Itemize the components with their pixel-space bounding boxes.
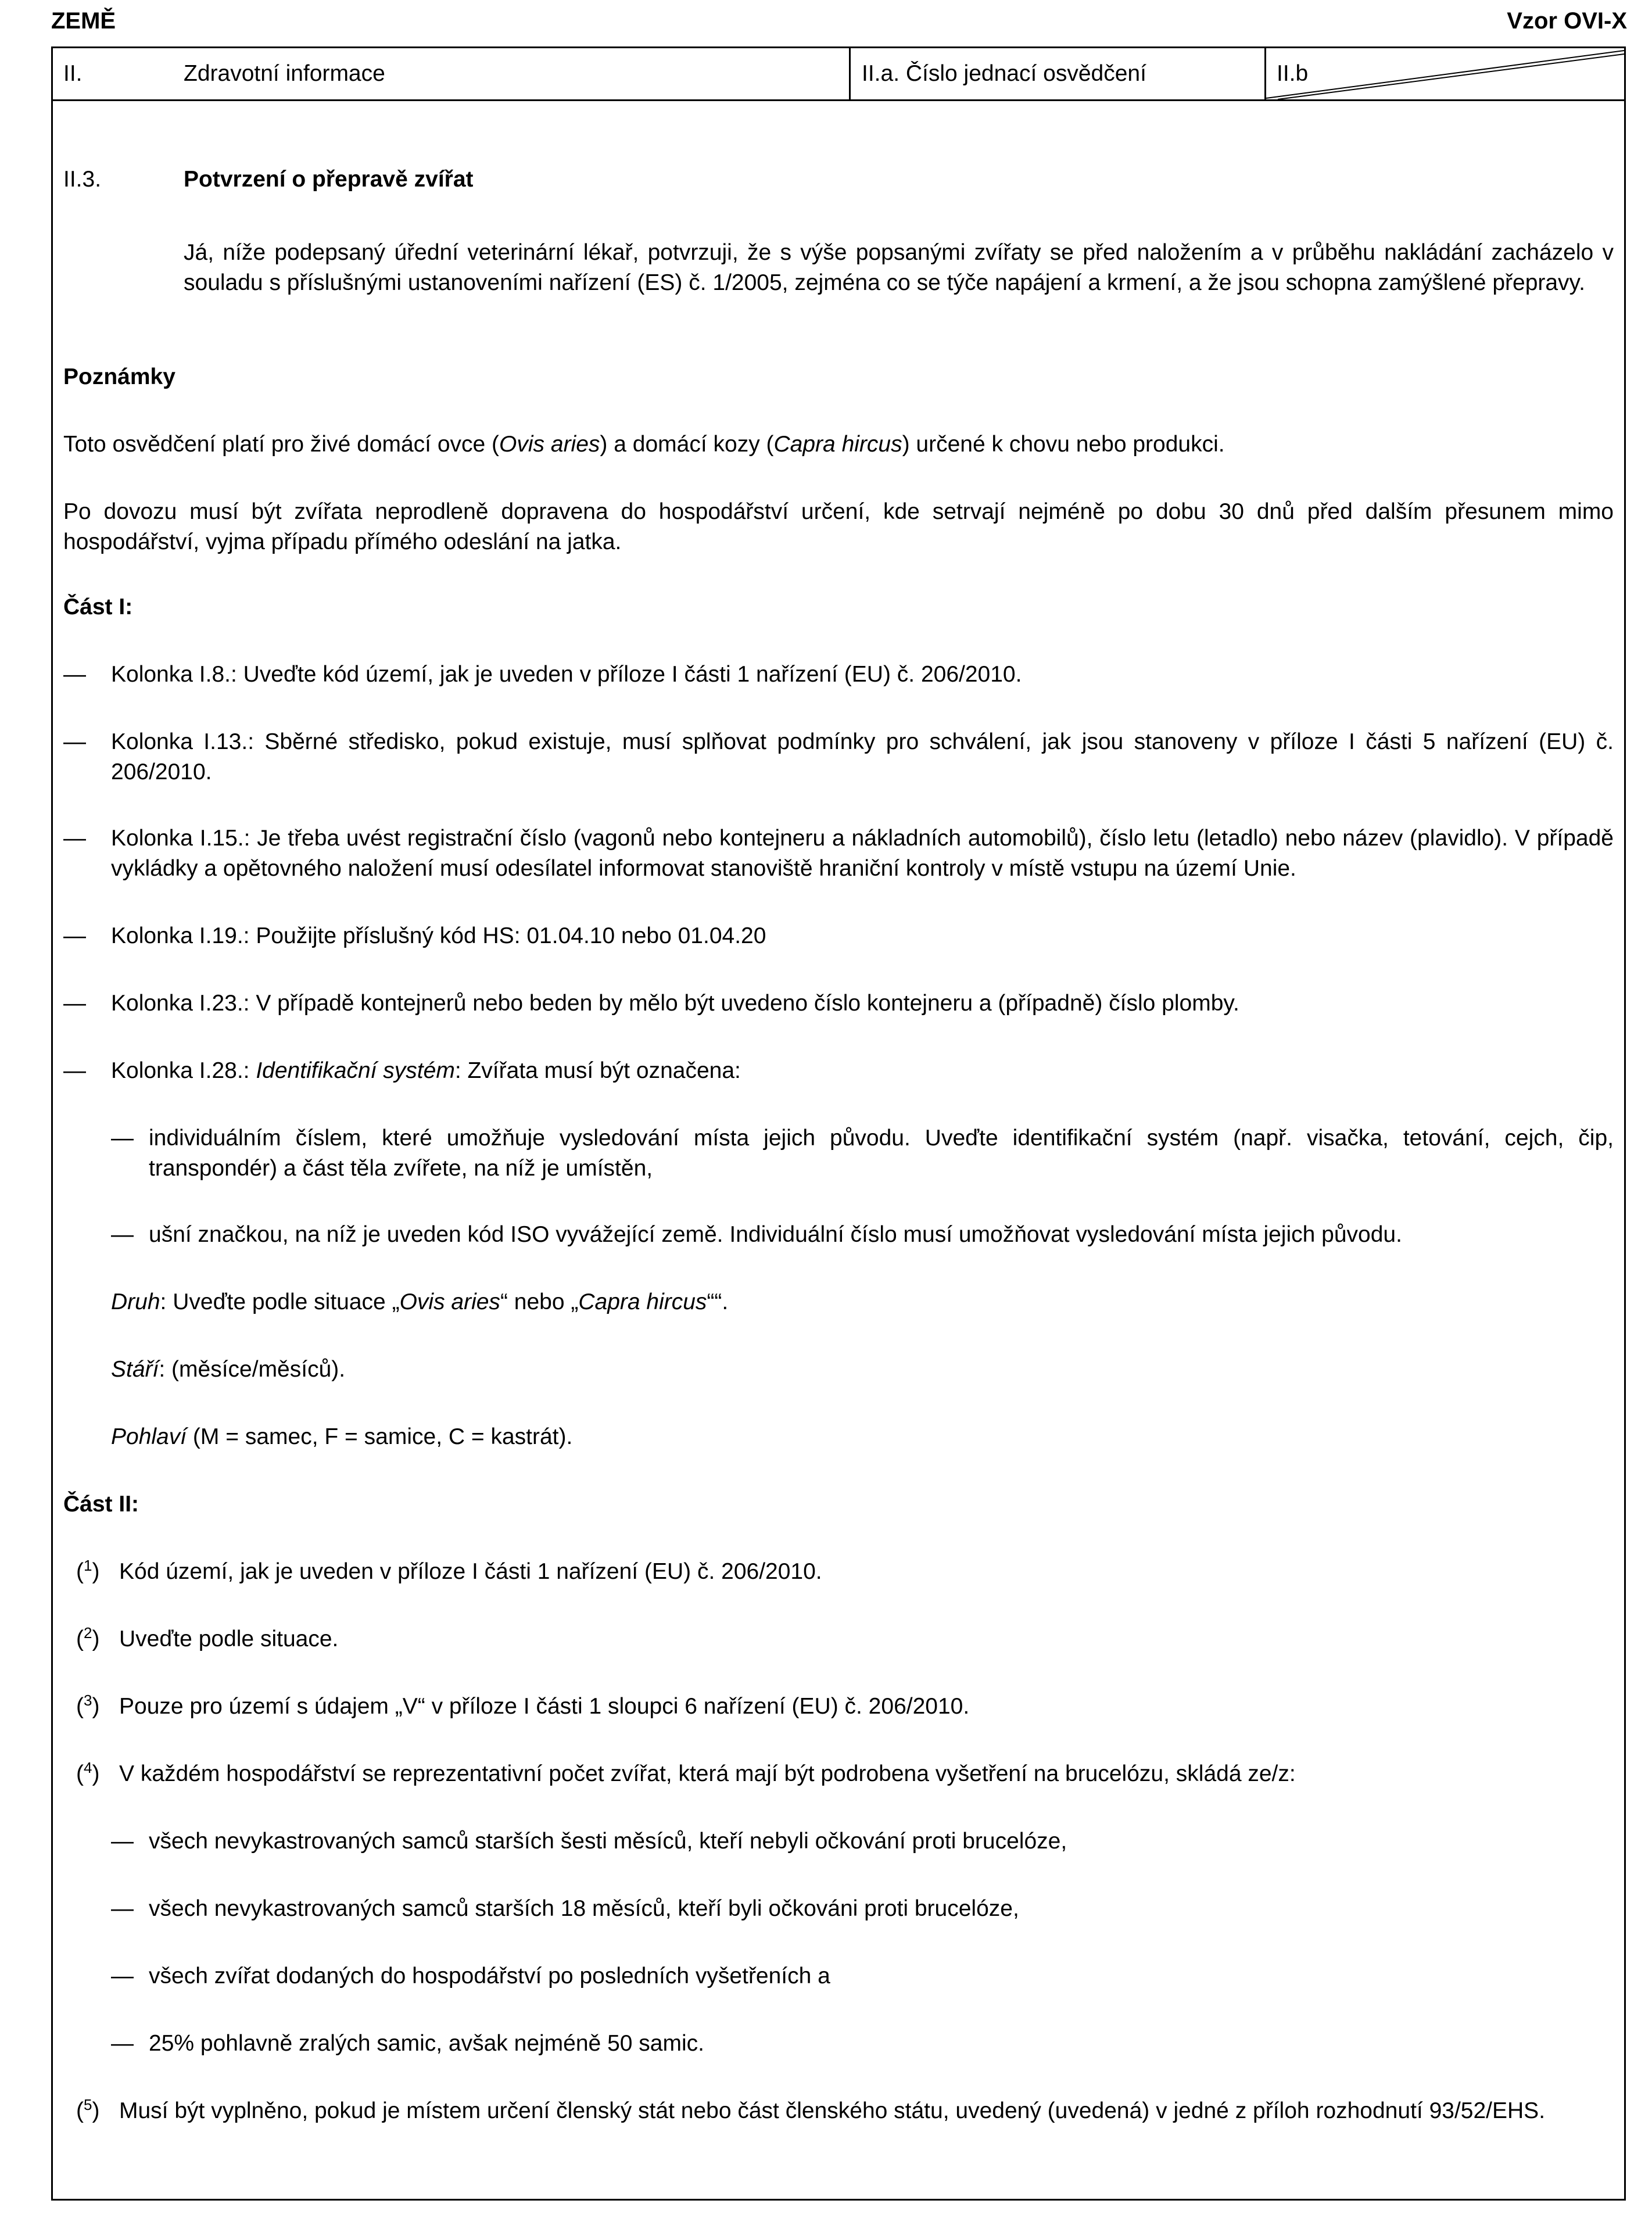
- druh-line: Druh: Uveďte podle situace „Ovis aries“ nebo „Capra hircus““.: [111, 1289, 729, 1314]
- notes-heading: Poznámky: [63, 364, 175, 389]
- reference-number-label: II.a. Číslo jednací osvědčení: [862, 61, 1146, 86]
- note4-item: — všech zvířat dodaných do hospodářství po posledních vyšetřeních a: [111, 1963, 830, 1988]
- part2-note: ($^2$) Uveďte podle situace.: [76, 1624, 339, 1651]
- stari-line: Stáří: (měsíce/měsíců).: [111, 1357, 346, 1382]
- part2-note: ($^3$) Pouze pro území s údajem „V“ v příloze I části 1 sloupci 6 nařízení (EU) č. 206/2010.: [76, 1692, 970, 1719]
- part2-heading: Část II:: [63, 1492, 139, 1517]
- part1-sub-item: — ušní značkou, na níž je uveden kód ISO vyvážející země. Individuální číslo musí umožňovat vysledování místa jejich původu.: [111, 1222, 1402, 1247]
- notes-paragraph-2: Po dovozu musí být zvířata neprodleně dopravena do hospodářství určení, kde setrvají nejméně po dobu 30 dnů před dalším přesunem mimo hospodářství, vyjma případu přímého odeslání na jatka.: [63, 499, 1614, 554]
- page-header: [51, 8, 1627, 41]
- section-title: Zdravotní informace: [184, 61, 385, 86]
- section-number: II.: [63, 61, 83, 86]
- header-divider: [849, 48, 851, 99]
- note4-item: — všech nevykastrovaných samců starších šesti měsíců, kteří nebyli očkování proti brucelóze,: [111, 1829, 1067, 1854]
- part1-item: — Kolonka I.28.: Identifikační systém: Zvířata musí být označena:: [63, 1058, 741, 1083]
- part2-note: ($^1$) Kód území, jak je uveden v příloze I části 1 nařízení (EU) č. 206/2010.: [76, 1557, 822, 1584]
- certificate-frame: [51, 46, 1626, 2201]
- notes-paragraph-1: Toto osvědčení platí pro živé domácí ovce (Ovis aries) a domácí kozy (Capra hircus) určené k chovu nebo produkci.: [63, 432, 1225, 457]
- table-header-row: [53, 48, 1624, 101]
- part1-item: — Kolonka I.19.: Použijte příslušný kód HS: 01.04.10 nebo 01.04.20: [63, 923, 766, 948]
- model-label: Vzor OVI-X: [1507, 8, 1627, 34]
- note4-item: — všech nevykastrovaných samců starších 18 měsíců, kteří byli očkováni proti brucelóze,: [111, 1896, 1019, 1921]
- part1-item: — Kolonka I.8.: Uveďte kód území, jak je uveden v příloze I části 1 nařízení (EU) č. 206/2010.: [63, 662, 1022, 687]
- part1-item: — Kolonka I.23.: V případě kontejnerů nebo beden by mělo být uvedeno číslo kontejneru a (případně) číslo plomby.: [63, 991, 1239, 1016]
- section-ii3-text: Já, níže podepsaný úřední veterinární lékař, potvrzuji, že s výše popsanými zvířaty se před naložením a v průběhu nakládání zacházelo v souladu s příslušnými ustanoveními nařízení (ES) č. 1/2005, zejména co se týče napájení a krmení, a že jsou schopna zamýšlené přepravy.: [184, 240, 1614, 295]
- ii-b-label: II.b: [1277, 61, 1309, 86]
- pohlavi-line: Pohlaví (M = samec, F = samice, C = kastrát).: [111, 1424, 573, 1449]
- section-ii3-heading: II.3. Potvrzení o přepravě zvířat: [63, 167, 474, 192]
- part2-note: ($^5$) Musí být vyplněno, pokud je místem určení členský stát nebo část členského státu, uvedený (uvedená) v jedné z příloh rozhodnutí 93/52/EHS.: [76, 2096, 1546, 2123]
- part1-item: — Kolonka I.15.: Je třeba uvést registrační číslo (vagonů nebo kontejneru a nákladních automobilů), číslo letu (letadlo) nebo název (plavidlo). V případě vykládky a opětovného naložení musí odesílatel informovat stanoviště hraniční kontroly v místě vstupu na území Unie.: [63, 826, 1614, 881]
- part1-heading: Část I:: [63, 594, 133, 619]
- part1-item: — Kolonka I.13.: Sběrné středisko, pokud existuje, musí splňovat podmínky pro schválení, jak jsou stanoveny v příloze I části 5 nařízení (EU) č. 206/2010.: [63, 729, 1614, 784]
- note4-item: — 25% pohlavně zralých samic, avšak nejméně 50 samic.: [111, 2031, 704, 2056]
- part2-note: ($^4$) V každém hospodářství se reprezentativní počet zvířat, která mají být podrobena vyšetření na brucelózu, skládá ze/z:: [76, 1759, 1296, 1786]
- country-label: ZEMĚ: [51, 8, 116, 34]
- part1-sub-item: — individuálním číslem, které umožňuje vysledování místa jejich původu. Uveďte identifikační systém (např. visačka, tetování, cejch, čip, transpondér) a část těla zvířete, na níž je umístěn,: [111, 1126, 1614, 1181]
- diagonal-strike-lines: [1266, 48, 1624, 99]
